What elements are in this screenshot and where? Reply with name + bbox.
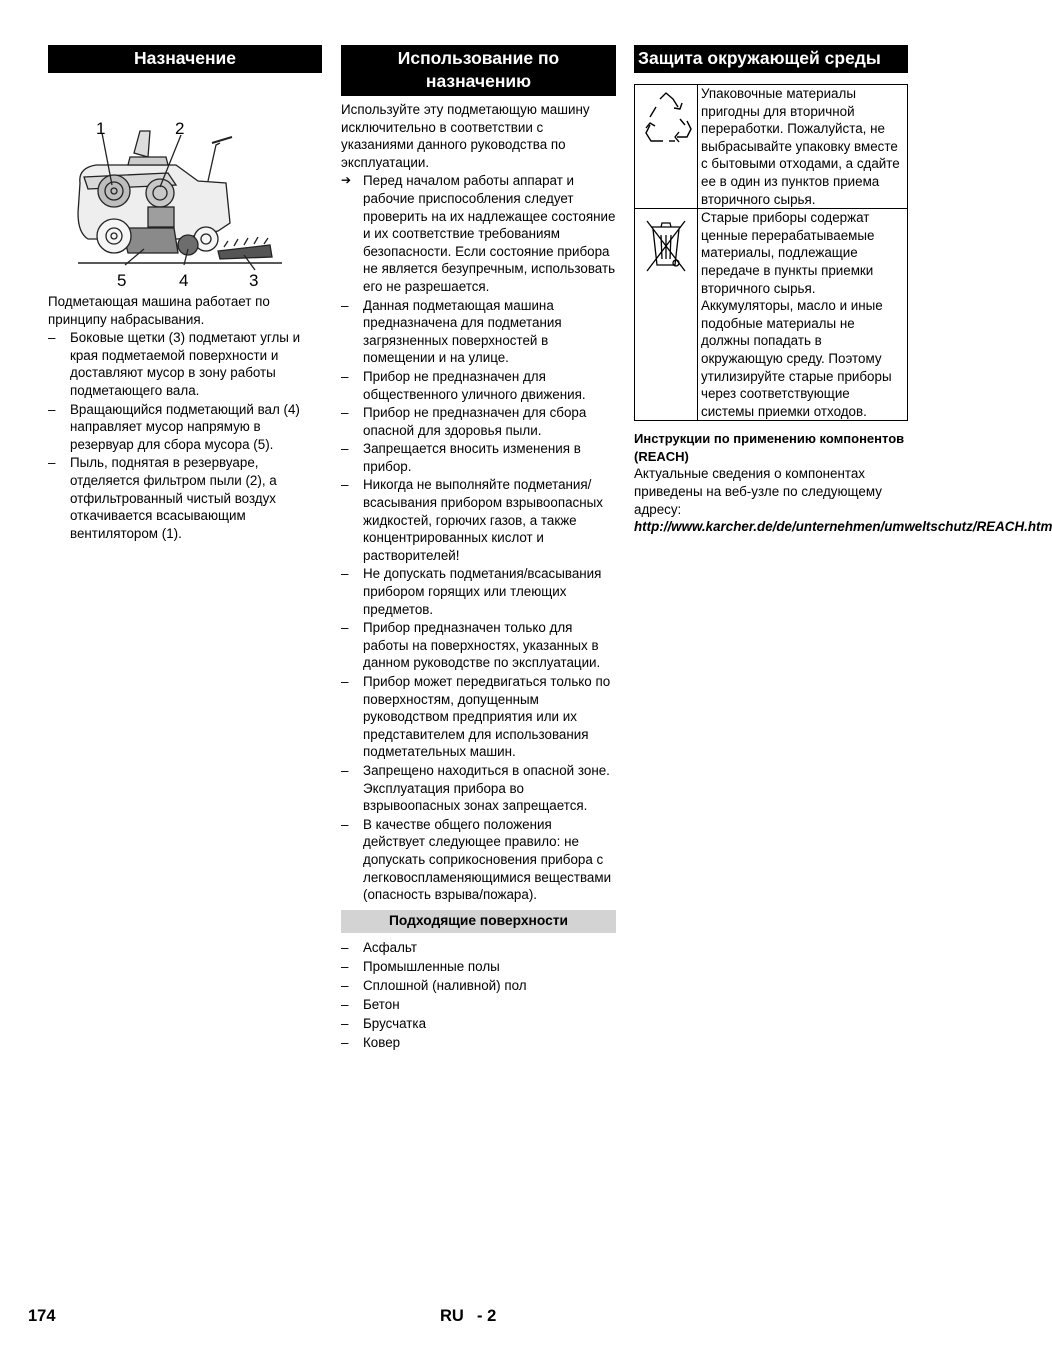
purpose-intro: Подметающая машина работает по принципу набрасывания. xyxy=(48,294,270,327)
list-item: – Бетон xyxy=(341,996,616,1014)
crossed-bin-icon xyxy=(635,209,697,275)
list-item: – Асфальт xyxy=(341,939,616,957)
list-item-arrow: ➔ Перед началом работы аппарат и рабочие приспособления следует проверить на их надлежащее состояние и их соответствие требованиям безопасности. Если состояние прибора не является безупречным, использовать его не разрешается. xyxy=(341,172,616,295)
list-item: – Прибор может передвигаться только по поверхностям, допущенным руководством предприятия или их представителем для использования подметательных машин. xyxy=(341,673,616,761)
list-item: – В качестве общего положения действует следующее правило: не допускать соприкосновения прибора с легковоспламеняющимися веществами (опасность взрыва/пожара). xyxy=(341,816,616,904)
heading-intended-use: Использование по назначению xyxy=(341,45,616,96)
list-item: – Прибор предназначен только для работы на поверхностях, указанных в данном руководстве по эксплуатации. xyxy=(341,619,616,672)
list-item: – Прибор не предназначен для сбора опасной для здоровья пыли. xyxy=(341,404,616,439)
reach-text: Актуальные сведения о компонентах приведены на веб-узле по следующему адресу: xyxy=(634,466,882,517)
list-item: – Боковые щетки (3) подметают углы и края подметаемой поверхности и доставляют мусор в зону работы подметающего вала. xyxy=(48,329,322,399)
list-item: – Запрещается вносить изменения в прибор. xyxy=(341,440,616,475)
reach-link[interactable]: http://www.karcher.de/de/unternehmen/umweltschutz/REACH.htm xyxy=(634,519,1052,535)
reach-title: Инструкции по применению компонентов (REACH) xyxy=(634,431,905,464)
figure-label-2: 2 xyxy=(175,119,185,138)
footer-page-ref: - 2 xyxy=(477,1307,497,1325)
column-environment xyxy=(634,45,1052,536)
heading-environment: Защита окружающей среды xyxy=(634,45,908,73)
list-item: – Вращающийся подметающий вал (4) направляет мусор напрямую в резервуар для сбора мусора (5). xyxy=(48,401,322,454)
sweeper-drawing xyxy=(48,73,322,293)
table-row xyxy=(635,209,908,421)
list-item: – Данная подметающая машина предназначена для подметания загрязненных поверхностей в помещении и на улице. xyxy=(341,297,616,367)
column-intended-use xyxy=(341,45,616,1052)
recycle-icon xyxy=(635,85,697,155)
list-item: – Промышленные полы xyxy=(341,958,616,976)
figure-label-1: 1 xyxy=(96,119,106,138)
column-purpose xyxy=(48,45,322,542)
list-item: – Ковер xyxy=(341,1034,616,1052)
purpose-list xyxy=(48,329,322,542)
recycle-icon-cell xyxy=(635,85,698,209)
intended-use-list xyxy=(341,172,616,903)
figure-label-5: 5 xyxy=(117,271,127,290)
crossed-bin-text: Старые приборы содержат ценные перерабатываемые материалы, подлежащие передаче в пункты приемки вторичного сырья. Аккумуляторы, масло и иные подобные материалы не должны попадать в окружающую среду. Поэтому утилизируйте старые приборы через соответствующие системы приемки отходов. xyxy=(698,209,908,421)
figure-label-3: 3 xyxy=(249,271,259,290)
intended-use-intro: Используйте эту подметающую машину исключительно в соответствии с указаниями данного руководства по эксплуатации. xyxy=(341,102,590,170)
list-item: – Никогда не выполняйте подметания/всасывания прибором взрывоопасных жидкостей, горючих газов, а также концентрированных кислот и растворителей! xyxy=(341,476,616,564)
list-item: – Прибор не предназначен для общественного уличного движения. xyxy=(341,368,616,403)
heading-suitable-surfaces: Подходящие поверхности xyxy=(341,910,616,933)
sweeper-illustration xyxy=(48,73,322,293)
surfaces-list xyxy=(341,939,616,1052)
heading-purpose: Назначение xyxy=(48,45,322,73)
table-row xyxy=(635,85,908,209)
footer-lang: RU xyxy=(440,1307,464,1325)
figure-label-4: 4 xyxy=(179,271,189,290)
environment-table xyxy=(634,84,908,421)
list-item: – Брусчатка xyxy=(341,1015,616,1033)
list-item: – Пыль, поднятая в резервуаре, отделяется фильтром пыли (2), а отфильтрованный чистый воздух откачивается всасывающим вентилятором (1). xyxy=(48,454,322,542)
crossed-bin-icon-cell xyxy=(635,209,698,421)
list-item: – Сплошной (наливной) пол xyxy=(341,977,616,995)
recycle-text: Упаковочные материалы пригодны для вторичной переработки. Пожалуйста, не выбрасывайте упаковку вместе с бытовыми отходами, а сдайте ее в один из пунктов приема вторичного сырья. xyxy=(698,85,908,209)
list-item: – Не допускать подметания/всасывания прибором горящих или тлеющих предметов. xyxy=(341,565,616,618)
list-item: – Запрещено находиться в опасной зоне. Эксплуатация прибора во взрывоопасных зонах запрещается. xyxy=(341,762,616,815)
page-number: 174 xyxy=(28,1307,56,1325)
